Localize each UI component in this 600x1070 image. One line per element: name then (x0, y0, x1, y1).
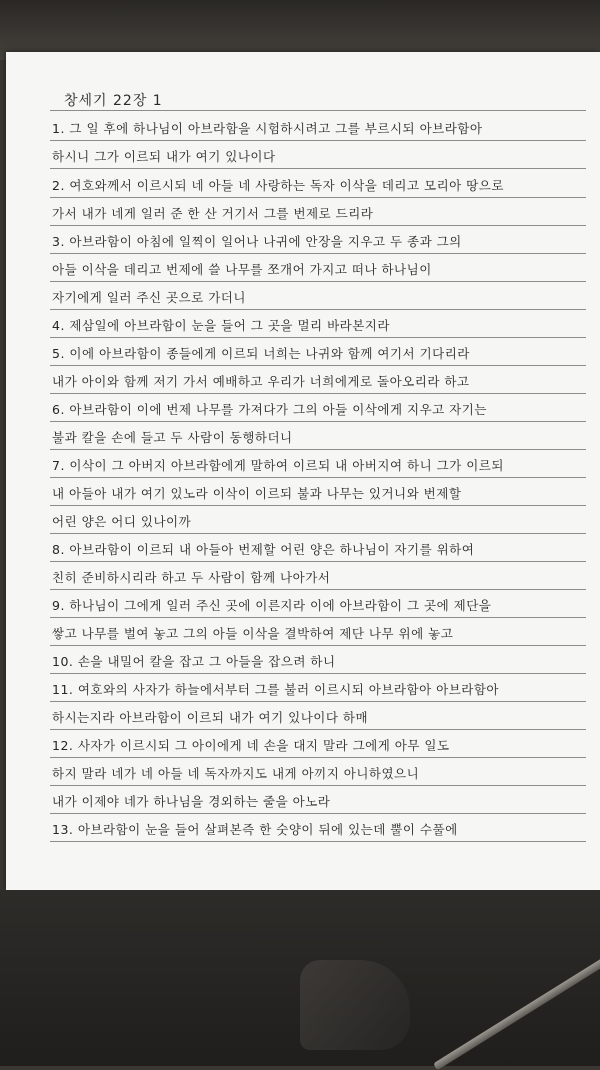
ruled-line (50, 589, 586, 590)
text-line: 8. 아브라함이 이르되 내 아들아 번제할 어린 양은 하나님이 자기를 위하여 (52, 542, 475, 557)
text-line: 5. 이에 아브라함이 종들에게 이르되 너희는 나귀와 함께 여기서 기다리라 (52, 346, 470, 361)
text-line: 내가 이제야 네가 하나님을 경외하는 줄을 아노라 (52, 794, 331, 809)
notebook-page (6, 52, 600, 890)
text-line: 하지 말라 네가 네 아들 네 독자까지도 내게 아끼지 아니하였으니 (52, 766, 420, 781)
text-line: 아들 이삭을 데리고 번제에 쓸 나무를 쪼개어 가지고 떠나 하나님이 (52, 262, 432, 277)
text-line: 하시니 그가 이르되 내가 여기 있나이다 (52, 149, 276, 164)
text-line: 불과 칼을 손에 들고 두 사람이 동행하더니 (52, 430, 293, 445)
ruled-line (50, 701, 586, 702)
text-line: 6. 아브라함이 이에 번제 나무를 가져다가 그의 아들 이삭에게 지우고 자기는 (52, 402, 487, 417)
dark-object (300, 960, 410, 1050)
ruled-line (50, 841, 586, 842)
ruled-line (50, 449, 586, 450)
ruled-line (50, 225, 586, 226)
page-title: 창세기 22장 1 (64, 93, 163, 109)
ruled-line (50, 729, 586, 730)
ruled-line (50, 365, 586, 366)
ruled-line (50, 281, 586, 282)
text-line: 어린 양은 어디 있나이까 (52, 514, 192, 529)
text-line: 13. 아브라함이 눈을 들어 살펴본즉 한 숫양이 뒤에 있는데 뿔이 수풀에 (52, 822, 458, 837)
text-line: 9. 하나님이 그에게 일러 주신 곳에 이른지라 이에 아브라함이 그 곳에 제단을 (52, 598, 492, 613)
ruled-line (50, 393, 586, 394)
ruled-line (50, 309, 586, 310)
ruled-line (50, 673, 586, 674)
ruled-line (50, 785, 586, 786)
ruled-line (50, 421, 586, 422)
text-line: 12. 사자가 이르시되 그 아이에게 네 손을 대지 말라 그에게 아무 일도 (52, 738, 450, 753)
text-line: 4. 제삼일에 아브라함이 눈을 들어 그 곳을 멀리 바라본지라 (52, 318, 390, 333)
ruled-line (50, 533, 586, 534)
text-line: 1. 그 일 후에 하나님이 아브라함을 시험하시려고 그를 부르시되 아브라함아 (52, 121, 483, 136)
text-line: 하시는지라 아브라함이 이르되 내가 여기 있나이다 하매 (52, 710, 369, 725)
ruled-line (50, 168, 586, 169)
ruled-line (50, 813, 586, 814)
ruled-line (50, 561, 586, 562)
text-line: 10. 손을 내밀어 칼을 잡고 그 아들을 잡으려 하니 (52, 654, 336, 669)
ruled-line (50, 757, 586, 758)
background-top (0, 0, 600, 60)
ruled-line (50, 645, 586, 646)
text-line: 7. 이삭이 그 아버지 아브라함에게 말하여 이르되 내 아버지여 하니 그가 이르되 (52, 458, 504, 473)
ruled-line (50, 505, 586, 506)
text-line: 자기에게 일러 주신 곳으로 가더니 (52, 290, 246, 305)
ruled-line (50, 477, 586, 478)
ruled-line (50, 197, 586, 198)
text-line: 가서 내가 네게 일러 준 한 산 거기서 그를 번제로 드리라 (52, 206, 374, 221)
text-line: 11. 여호와의 사자가 하늘에서부터 그를 불러 이르시되 아브라함아 아브라함아 (52, 682, 499, 697)
text-line: 3. 아브라함이 아침에 일찍이 일어나 나귀에 안장을 지우고 두 종과 그의 (52, 234, 462, 249)
text-line: 내가 아이와 함께 저기 가서 예배하고 우리가 너희에게로 돌아오리라 하고 (52, 374, 470, 389)
text-line: 내 아들아 내가 여기 있노라 이삭이 이르되 불과 나무는 있거니와 번제할 (52, 486, 462, 501)
ruled-line (50, 617, 586, 618)
ruled-line (50, 253, 586, 254)
ruled-line (50, 337, 586, 338)
ruled-line (50, 110, 586, 111)
text-line: 친히 준비하시리라 하고 두 사람이 함께 나아가서 (52, 570, 331, 585)
text-line: 쌓고 나무를 벌여 놓고 그의 아들 이삭을 결박하여 제단 나무 위에 놓고 (52, 626, 454, 641)
text-line: 2. 여호와께서 이르시되 네 아들 네 사랑하는 독자 이삭을 데리고 모리아 땅으로 (52, 178, 504, 193)
ruled-line (50, 140, 586, 141)
